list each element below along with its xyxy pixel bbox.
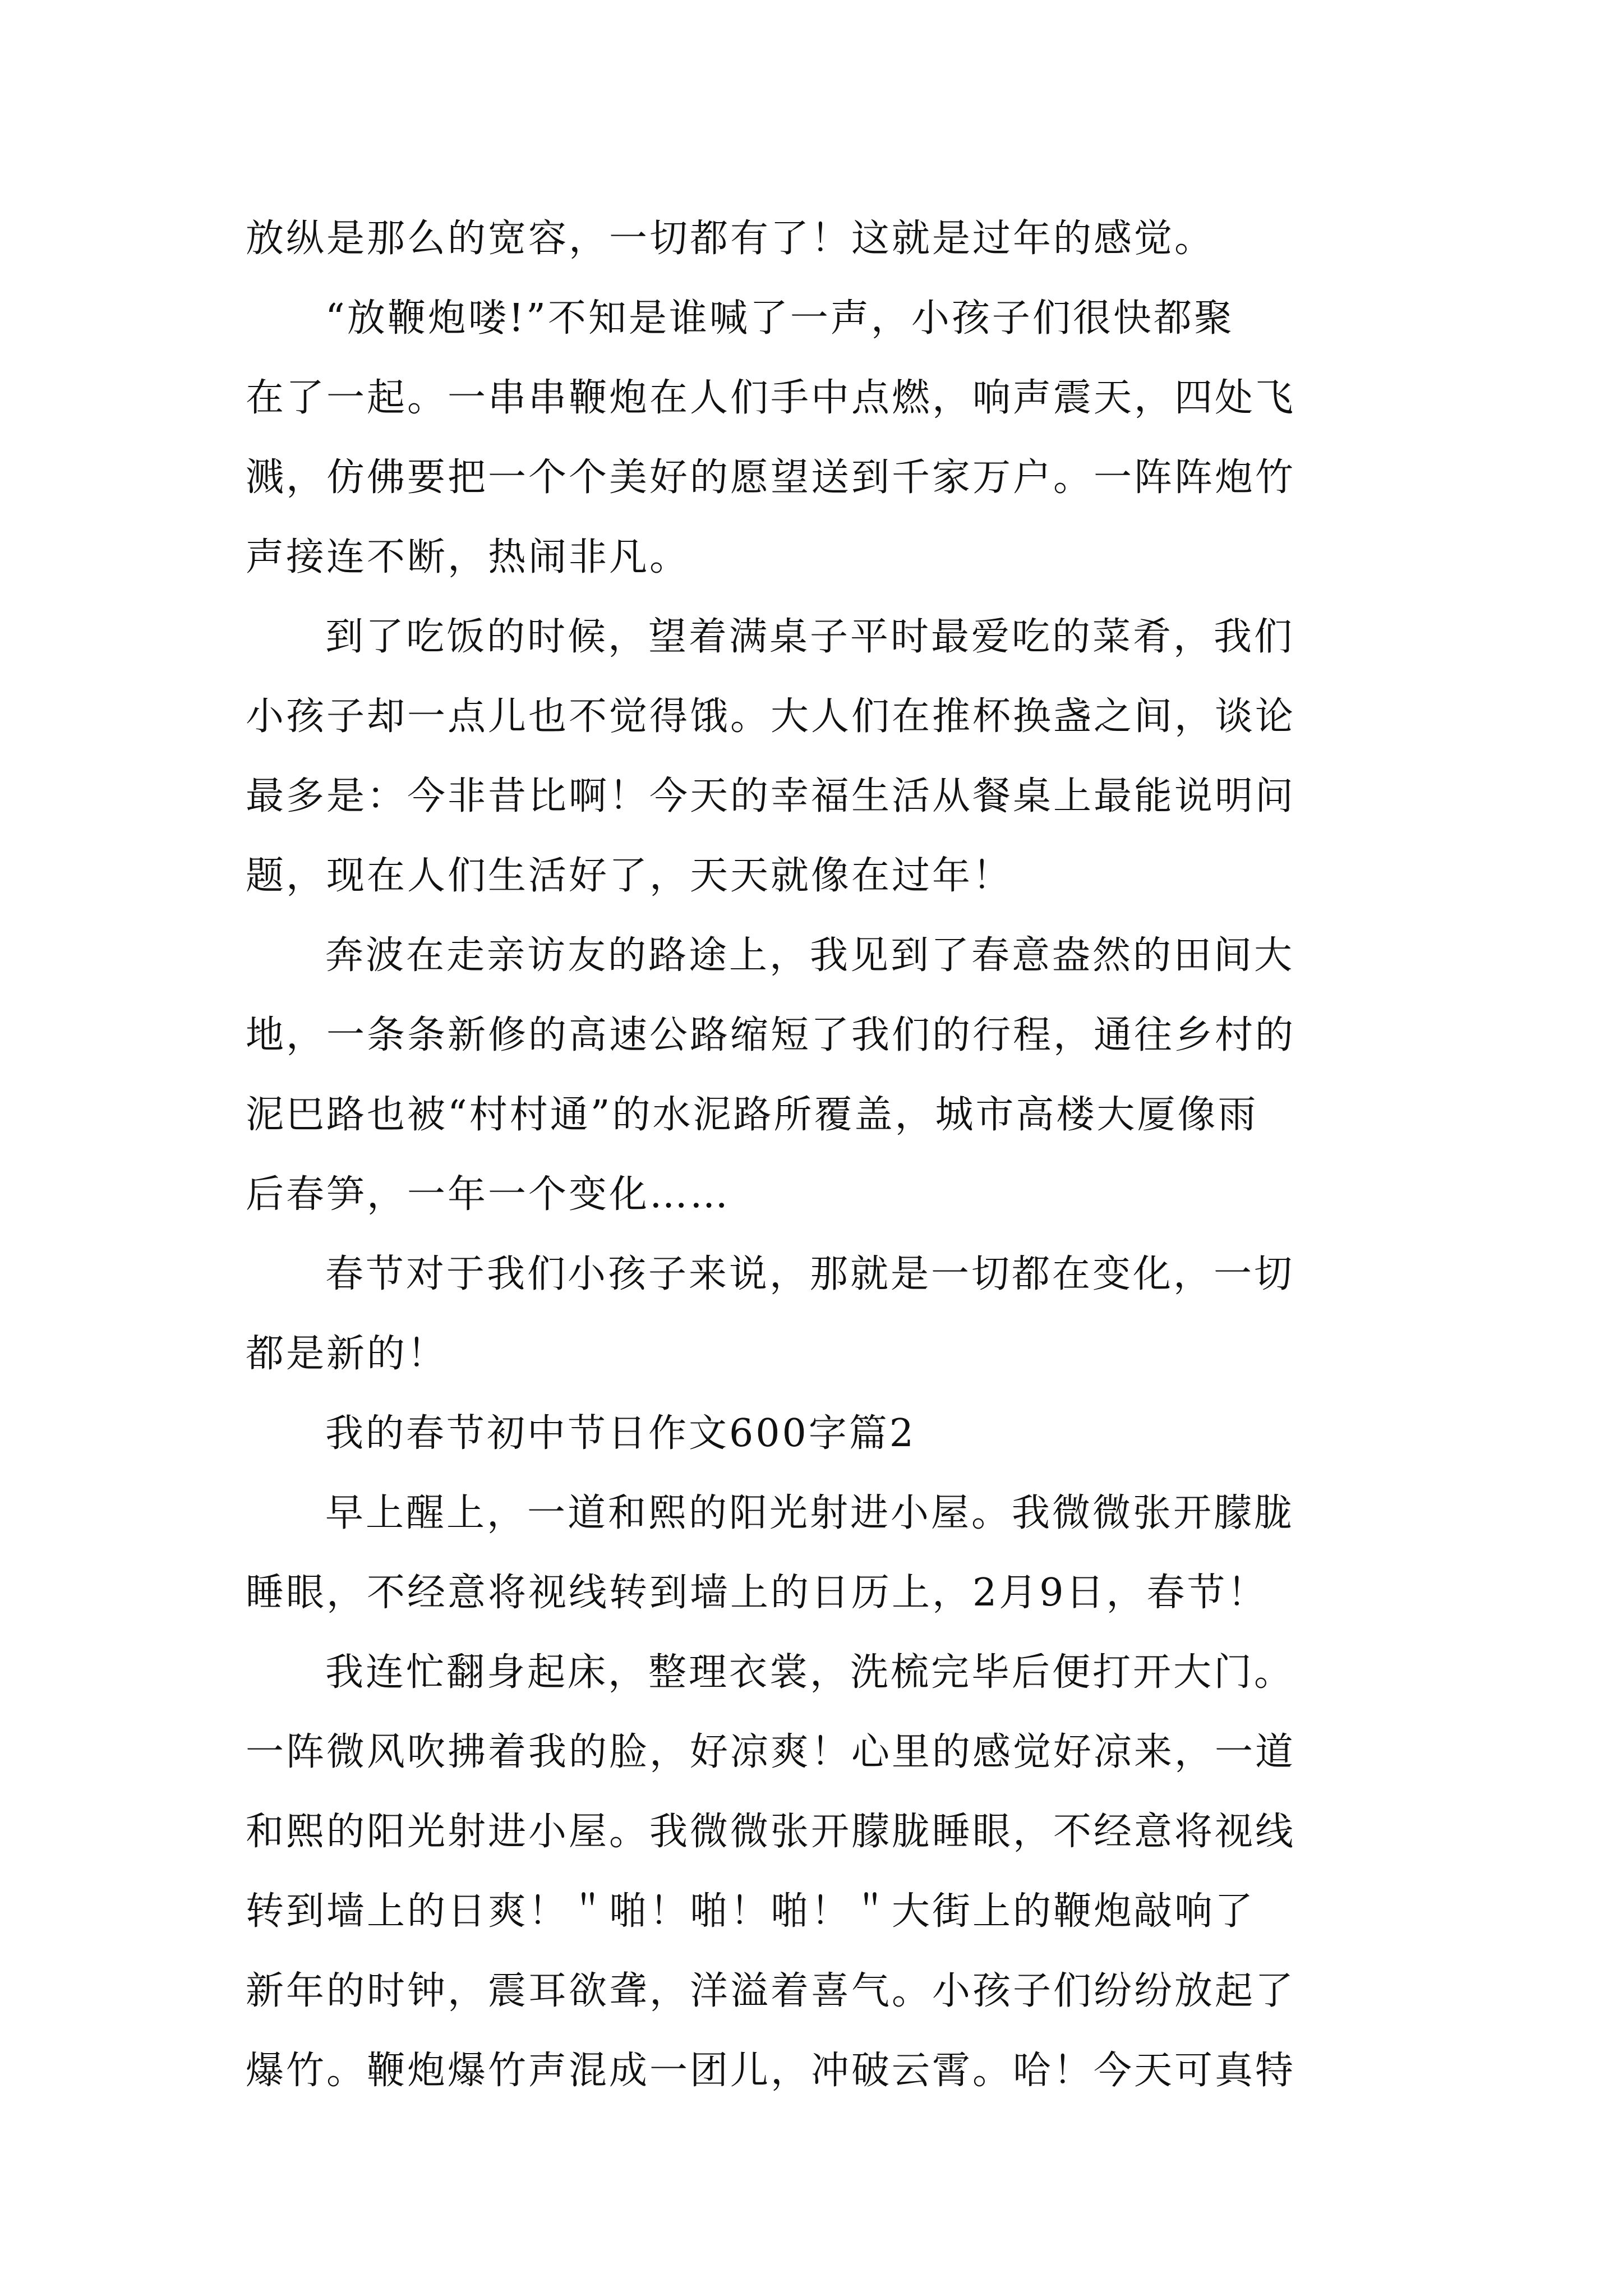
text-line: 泥巴路也被“村村通”的水泥路所覆盖，城市高楼大厦像雨	[246, 1093, 1258, 1137]
text-line: 到了吃饭的时候，望着满桌子平时最爱吃的菜肴，我们	[325, 615, 1295, 659]
text-line: 转到墙上的日爽！＂啪！啪！啪！＂大街上的鞭炮敲响了	[246, 1889, 1256, 1934]
text-line: 声接连不断，热闹非凡。	[246, 535, 690, 579]
text-line: 一阵微风吹拂着我的脸，好凉爽！心里的感觉好凉来，一道	[246, 1730, 1296, 1774]
text-line: 早上醒上，一道和熙的阳光射进小屋。我微微张开朦胧	[325, 1491, 1295, 1535]
text-line: 都是新的！	[246, 1332, 448, 1376]
text-line: “放鞭炮喽!”不知是谁喊了一声，小孩子们很快都聚	[325, 296, 1234, 341]
text-line: 奔波在走亲访友的路途上，我见到了春意盎然的田间大	[325, 933, 1295, 978]
text-line: 后春笋，一年一个变化……	[246, 1172, 731, 1217]
text-line: 春节对于我们小孩子来说，那就是一切都在变化，一切	[325, 1252, 1295, 1296]
text-line: 地，一条条新修的高速公路缩短了我们的行程，通往乡村的	[246, 1013, 1296, 1057]
text-line: 放纵是那么的宽容，一切都有了！这就是过年的感觉。	[246, 217, 1215, 261]
text-line: 溅，仿佛要把一个个美好的愿望送到千家万户。一阵阵炮竹	[246, 455, 1296, 500]
section-heading: 我的春节初中节日作文600字篇2	[325, 1411, 916, 1456]
text-line: 在了一起。一串串鞭炮在人们手中点燃，响声震天，四处飞	[246, 376, 1296, 420]
text-line: 新年的时钟，震耳欲聋，洋溢着喜气。小孩子们纷纷放起了	[246, 1969, 1296, 2013]
text-line: 睡眼，不经意将视线转到墙上的日历上，2月9日，春节！	[246, 1571, 1268, 1615]
text-line: 小孩子却一点儿也不觉得饿。大人们在推杯换盏之间，谈论	[246, 694, 1296, 739]
text-line: 最多是：今非昔比啊！今天的幸福生活从餐桌上最能说明问	[246, 774, 1296, 818]
text-line: 我连忙翻身起床，整理衣裳，洗梳完毕后便打开大门。	[325, 1650, 1295, 1695]
essay-body	[246, 199, 1390, 2111]
text-line: 题，现在人们生活好了，天天就像在过年！	[246, 854, 1013, 898]
text-line: 和熙的阳光射进小屋。我微微张开朦胧睡眼，不经意将视线	[246, 1810, 1296, 1854]
text-line: 爆竹。鞭炮爆竹声混成一团儿，冲破云霄。哈！今天可真特	[246, 2049, 1296, 2093]
